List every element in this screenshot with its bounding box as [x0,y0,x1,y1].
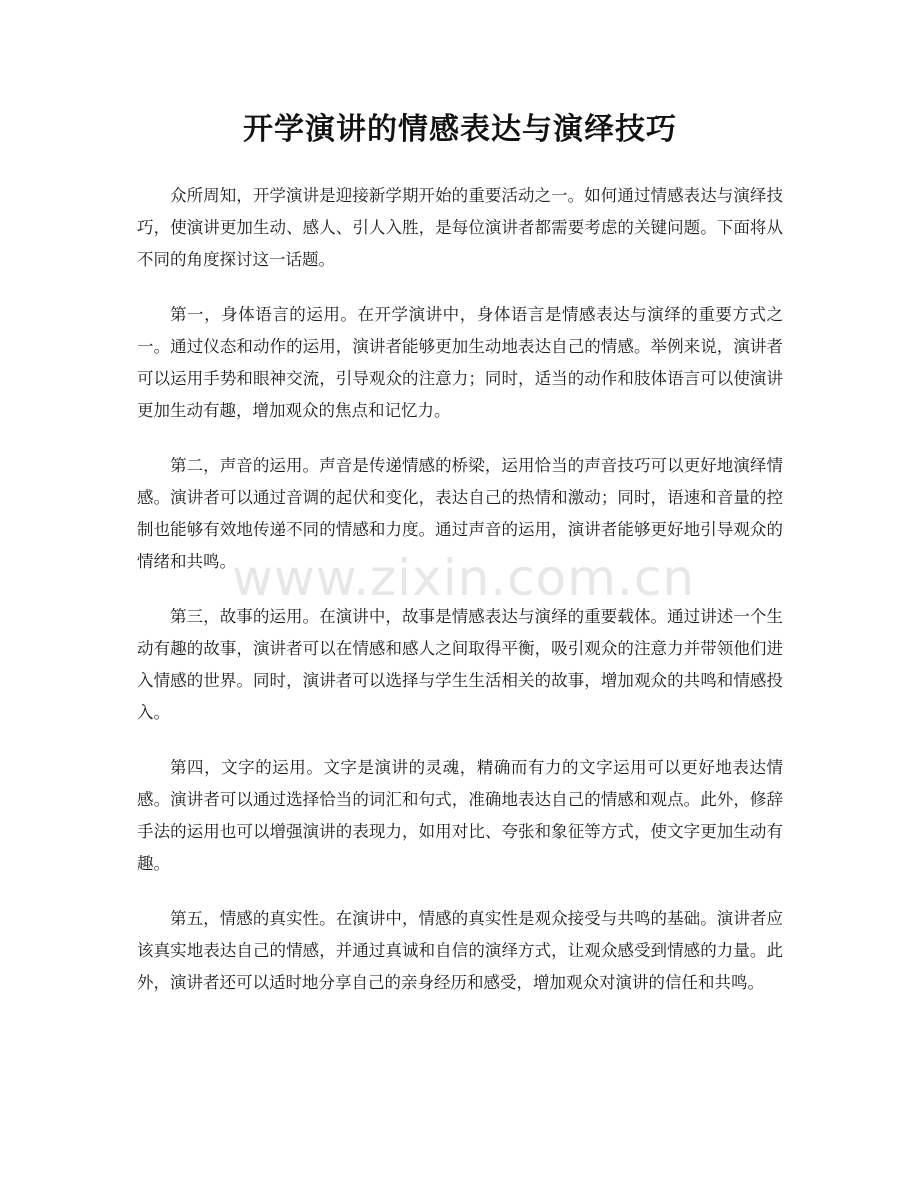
paragraph-body-language: 第一，身体语言的运用。在开学演讲中，身体语言是情感表达与演绎的重要方式之一。通过仪态和动作的运用，演讲者能够更加生动地表达自己的情感。举例来说，演讲者可以运用手势和眼神交流，引导观众的注意力；同时，适当的动作和肢体语言可以使演讲更加生动有趣，增加观众的焦点和记忆力。 [137,305,783,420]
document-body [137,180,783,1022]
paragraph-voice: 第二，声音的运用。声音是传递情感的桥梁，运用恰当的声音技巧可以更好地演绎情感。演讲者可以通过音调的起伏和变化，表达自己的热情和激动；同时，语速和音量的控制也能够有效地传递不同的情感和力度。通过声音的运用，演讲者能够更好地引导观众的情绪和共鸣。 [137,456,783,571]
watermark: www.zixin.com.cn [232,549,696,607]
paragraph-authenticity: 第五，情感的真实性。在演讲中，情感的真实性是观众接受与共鸣的基础。演讲者应该真实地表达自己的情感，并通过真诚和自信的演绎方式，让观众感受到情感的力量。此外，演讲者还可以适时地分享自己的亲身经历和感受，增加观众对演讲的信任和共鸣。 [137,909,783,992]
paragraph-story: 第三，故事的运用。在演讲中，故事是情感表达与演绎的重要载体。通过讲述一个生动有趣的故事，演讲者可以在情感和感人之间取得平衡，吸引观众的注意力并带领他们进入情感的世界。同时，演讲者可以选择与学生生活相关的故事，增加观众的共鸣和情感投入。 [137,607,783,722]
paragraph-intro: 众所周知，开学演讲是迎接新学期开始的重要活动之一。如何通过情感表达与演绎技巧，使演讲更加生动、感人、引人入胜，是每位演讲者都需要考虑的关键问题。下面将从不同的角度探讨这一话题。 [137,186,783,269]
paragraph-words: 第四，文字的运用。文字是演讲的灵魂，精确而有力的文字运用可以更好地表达情感。演讲者可以通过选择恰当的词汇和句式，准确地表达自己的情感和观点。此外，修辞手法的运用也可以增强演讲的表现力，如用对比、夸张和象征等方式，使文字更加生动有趣。 [137,758,783,873]
document-title: 开学演讲的情感表达与演绎技巧 [243,112,677,147]
